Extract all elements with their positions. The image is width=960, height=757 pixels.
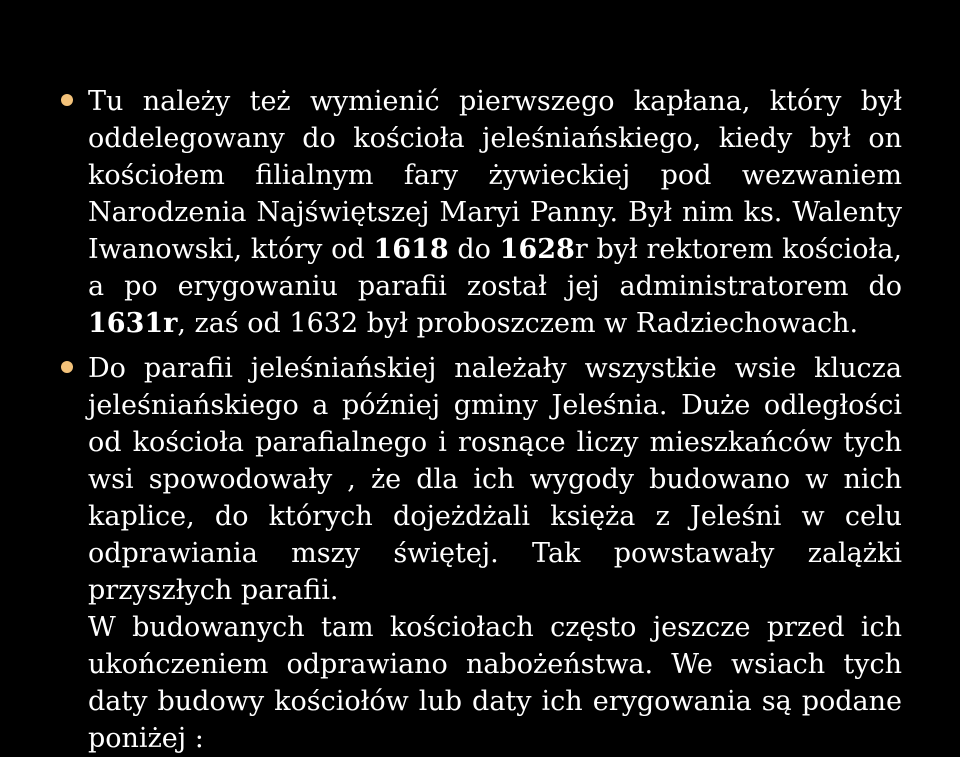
bullet-1-year-1618: 1618 <box>373 234 449 265</box>
bullet-item-2 <box>88 350 902 757</box>
bullet-1-text-a: Tu należy też wymienić pierwszego kapłana, który był oddelegowany do kościoła jeleśniańskiego, kiedy był on kościołem filialnym fary żywieckiej pod wezwaniem Narodzenia Najświętszej Maryi Panny. Był nim ks. Walenty Iwanowski, który od <box>88 86 902 265</box>
bullet-2-paragraph-1: Do parafii jeleśniańskiej należały wszystkie wsie klucza jeleśniańskiego a później gminy Jeleśnia. Duże odległości od kościoła parafialnego i rosnące liczy mieszkańców tych wsi spowodowały , że dla ich wygody budowano w nich kaplice, do których dojeżdżali księża z Jeleśni w celu odprawiania mszy świętej. Tak powstawały zalążki przyszłych parafii. <box>88 353 902 606</box>
bullet-1-text-d: , zaś od 1632 był proboszczem w Radziechowach. <box>177 308 859 339</box>
bullet-item-1 <box>88 83 902 342</box>
bullet-dot-icon <box>61 94 73 106</box>
bullet-1-text-c: r był rektorem kościoła, a po erygowaniu parafii został jej administratorem do <box>88 234 902 302</box>
bullet-1-text-b: do <box>448 234 500 265</box>
bullet-2-paragraph-2: W budowanych tam kościołach często jeszcze przed ich ukończeniem odprawiano nabożeństwa. We wsiach tych daty budowy kościołów lub daty ich erygowania są podane poniżej : <box>88 612 902 754</box>
bullet-1-year-1628: 1628 <box>499 234 575 265</box>
bullet-dot-icon <box>61 361 73 373</box>
bullet-1-year-1631: 1631r <box>88 308 178 339</box>
